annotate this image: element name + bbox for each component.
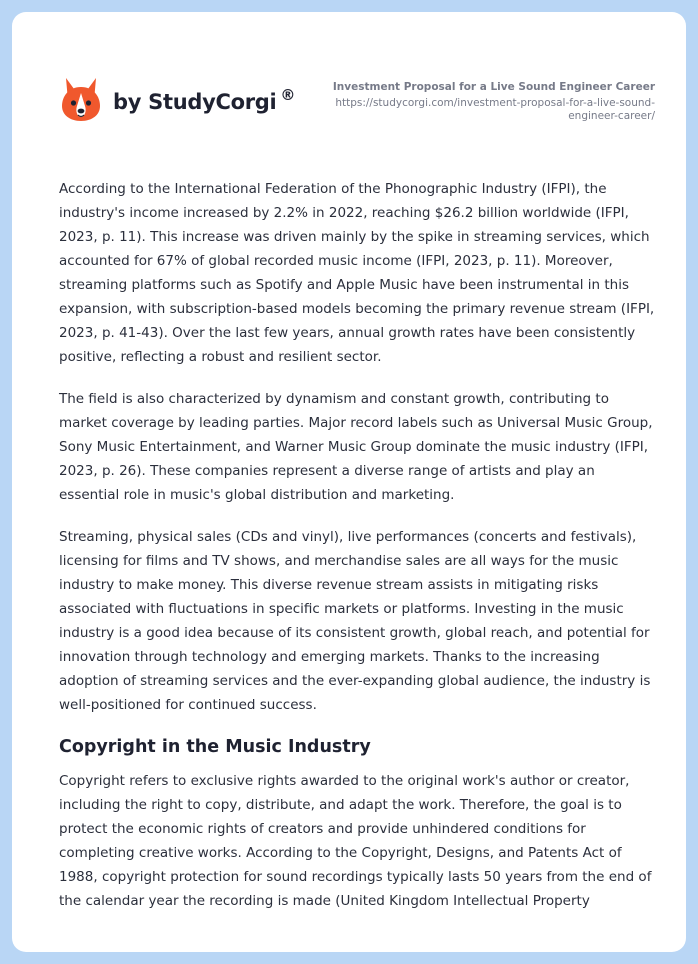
body-paragraph: Streaming, physical sales (CDs and vinyl), live performances (concerts and festivals), licensing for films and TV shows, and merchandise sales are all ways for the music industry to make money. This diverse revenue stream assists in mitigating risks associated with fluctuations in specific markets or platforms. Investing in the music industry is a good idea because of its consistent growth, global reach, and potential for innovation through technology and emerging markets. Thanks to the increasing adoption of streaming services and the ever-expanding global audience, the industry is well-positioned for continued success. [59, 529, 651, 713]
section-heading: Copyright in the Music Industry [59, 737, 371, 757]
document-url[interactable]: https://studycorgi.com/investment-proposal-for-a-live-sound-engineer-career/ [335, 97, 655, 122]
document-page [12, 12, 686, 952]
document-body [59, 177, 659, 931]
section-paragraph: Copyright refers to exclusive rights awarded to the original work's author or creator, including the right to copy, distribute, and adapt the work. Therefore, the goal is to protect the economic rights of creators and provide unhindered conditions for completing creative works. According to the Copyright, Designs, and Patents Act of 1988, copyright protection for sound recordings typically lasts 50 years from the end of the calendar year the recording is made (United Kingdom Intellectual Property [59, 773, 652, 909]
document-meta [325, 80, 655, 123]
corgi-logo-icon [60, 76, 102, 122]
body-paragraph: The field is also characterized by dynamism and constant growth, contributing to market coverage by leading parties. Major record labels such as Universal Music Group, Sony Music Entertainment, and Warner Music Group dominate the music industry (IFPI, 2023, p. 26). These companies represent a diverse range of artists and play an essential role in music's global distribution and marketing. [59, 391, 653, 503]
page-header [12, 12, 686, 162]
brand-name-text: by StudyCorgi [113, 90, 277, 114]
studycorgi-logo[interactable] [60, 76, 295, 122]
registered-mark: ® [280, 86, 296, 104]
document-title: Investment Proposal for a Live Sound Engineer Career [332, 81, 655, 93]
brand-name [113, 86, 296, 114]
body-paragraph: According to the International Federation of the Phonographic Industry (IFPI), the industry's income increased by 2.2% in 2022, reaching $26.2 billion worldwide (IFPI, 2023, p. 11). This increase was driven mainly by the spike in streaming services, which accounted for 67% of global recorded music income (IFPI, 2023, p. 11). Moreover, streaming platforms such as Spotify and Apple Music have been instrumental in this expansion, with subscription-based models becoming the primary revenue stream (IFPI, 2023, p. 41-43). Over the last few years, annual growth rates have been consistently positive, reflecting a robust and resilient sector. [59, 181, 655, 365]
